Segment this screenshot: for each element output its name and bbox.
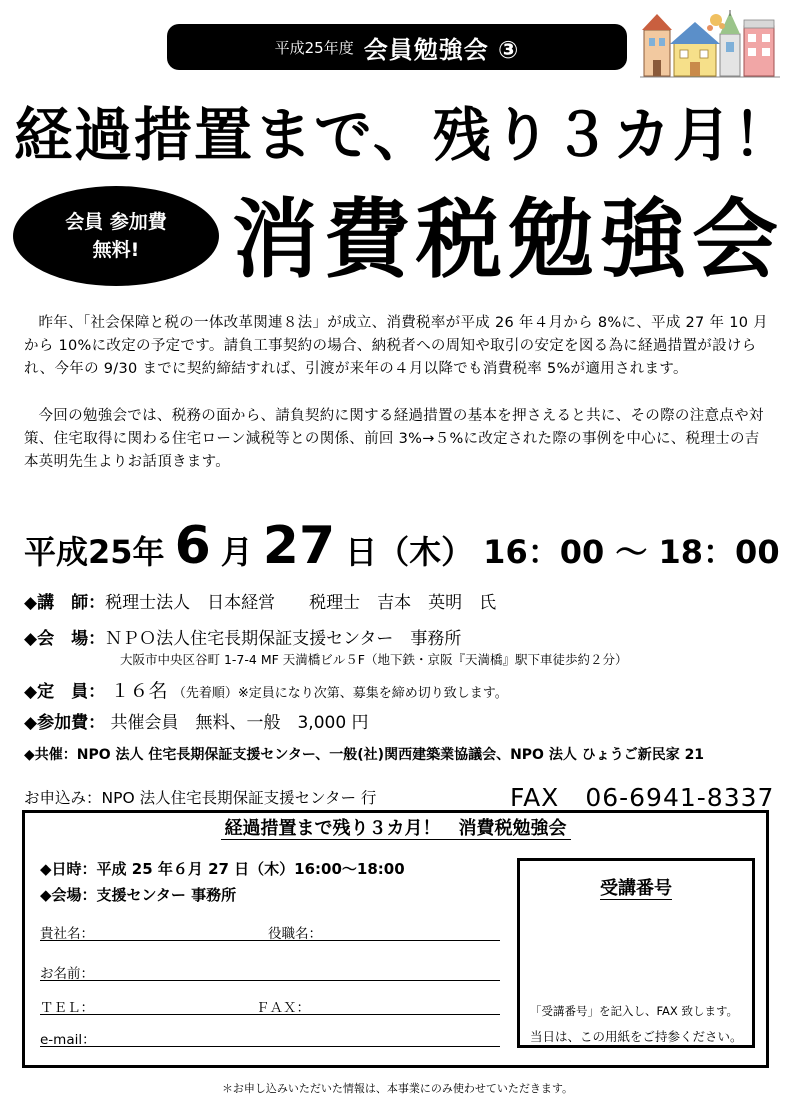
receipt-note-2: 当日は、この用紙をご持参ください。 <box>530 1029 743 1044</box>
date-month: 6 <box>174 516 211 576</box>
date-month-unit: 月 <box>220 533 253 571</box>
form-title <box>22 814 769 840</box>
apply-to: お申込み：NPO 法人住宅長期保証支援センター 行 <box>24 789 377 807</box>
email-label: e-mail： <box>40 1032 96 1048</box>
houses-illustration <box>640 8 780 80</box>
name-field[interactable] <box>40 980 500 981</box>
intro-paragraph-1: 昨年、「社会保障と税の一体改革関連８法」が成立、消費税率が平成 26 年４月から 8%に、平成 27 年 10 月から 10%に改定の予定です。請負工事契約の場合、納税者への周知や取引の安定を図る為に経過措置が設けられ、今年の 9/30 までに契約締結すれば、引渡が来年の４月以降でも消費税率 5%が適用されます。 <box>24 315 768 377</box>
email-field[interactable] <box>40 1046 500 1047</box>
receipt-title-text: 受講番号 <box>600 878 672 899</box>
banner-title: 会員勉強会 ③ <box>363 35 520 64</box>
event-datetime <box>24 516 780 576</box>
date-day: 27 <box>262 516 336 576</box>
capacity-row <box>24 676 508 703</box>
capacity-label: ◆定 員： <box>24 682 106 702</box>
position-label: 役職名： <box>268 926 322 942</box>
form-fax-label: ＦＡＸ： <box>256 1000 310 1016</box>
fee-value: 共催会員 無料、一般 3,000 円 <box>110 713 369 733</box>
fee-row <box>24 708 369 733</box>
name-label: お名前： <box>40 966 94 982</box>
lecturer-value: 税理士法人 日本経営 税理士 吉本 英明 氏 <box>105 593 497 613</box>
tel-fax-field[interactable] <box>40 1014 500 1015</box>
form-date: ◆日時：平成 25 年６月 27 日（木）16:00〜18:00 <box>40 860 405 878</box>
form-place: ◆会場：支援センター 事務所 <box>40 886 237 904</box>
header-banner <box>167 24 627 70</box>
privacy-footnote: ＊お申し込みいただいた情報は、本事業にのみ使わせていただきます。 <box>221 1082 574 1095</box>
free-badge-line1: 会員 参加費 <box>65 211 167 233</box>
sponsors: ◆共催：NPO 法人 住宅長期保証支援センター、一般(社)関西建築業協議会、NPO 法人 ひょうご新民家 21 <box>24 747 705 763</box>
venue-label: ◆会 場： <box>24 629 106 649</box>
capacity-value: １６名 <box>110 680 168 702</box>
date-day-unit: 日 <box>345 533 378 571</box>
date-weekday: （木） <box>377 533 474 571</box>
lecturer-row <box>24 588 496 613</box>
date-era: 平成 <box>24 533 89 571</box>
tel-label: ＴＥＬ： <box>40 1000 94 1016</box>
intro-paragraph-2: 今回の勉強会では、税務の面から、請負契約に関する経過措置の基本を押さえると共に、その際の注意点や対策、住宅取得に関わる住宅ローン減税等との関係、前回 3%→５%に改定された際の事例を中心に、税理士の吉本英明先生よりお話頂きます。 <box>24 408 764 470</box>
banner-year: 平成25年度 <box>274 38 354 57</box>
free-badge-line2: 無料! <box>92 239 140 261</box>
lecturer-label: ◆講 師： <box>24 593 106 613</box>
fee-label: ◆参加費： <box>24 713 106 733</box>
company-label: 貴社名： <box>40 926 94 942</box>
receipt-title <box>517 874 755 900</box>
free-badge <box>13 186 219 286</box>
venue-value: ＮＰＯ法人住宅長期保証支援センター 事務所 <box>105 629 462 649</box>
venue-address: 大阪市中央区谷町 1-7-4 MF 天満橋ビル５F（地下鉄・京阪『天満橋』駅下車徒歩約２分） <box>120 652 628 667</box>
company-field[interactable] <box>40 940 500 941</box>
receipt-note-1: 「受講番号」を記入し、FAX 致します。 <box>530 1004 739 1018</box>
event-time: 16：00 〜 18：00 <box>483 533 780 571</box>
venue-row <box>24 624 461 649</box>
headline: 経過措置まで、残り３カ月！ <box>14 101 793 169</box>
main-title: 消費税勉強会 <box>232 190 784 290</box>
date-year: 25 <box>88 533 133 571</box>
form-title-text: 経過措置まで残り３カ月！ 消費税勉強会 <box>221 818 571 840</box>
date-year-unit: 年 <box>132 533 165 571</box>
capacity-note: （先着順）※定員になり次第、募集を締め切り致します。 <box>172 686 508 701</box>
fax-number: FAX 06-6941-8337 <box>510 783 775 812</box>
